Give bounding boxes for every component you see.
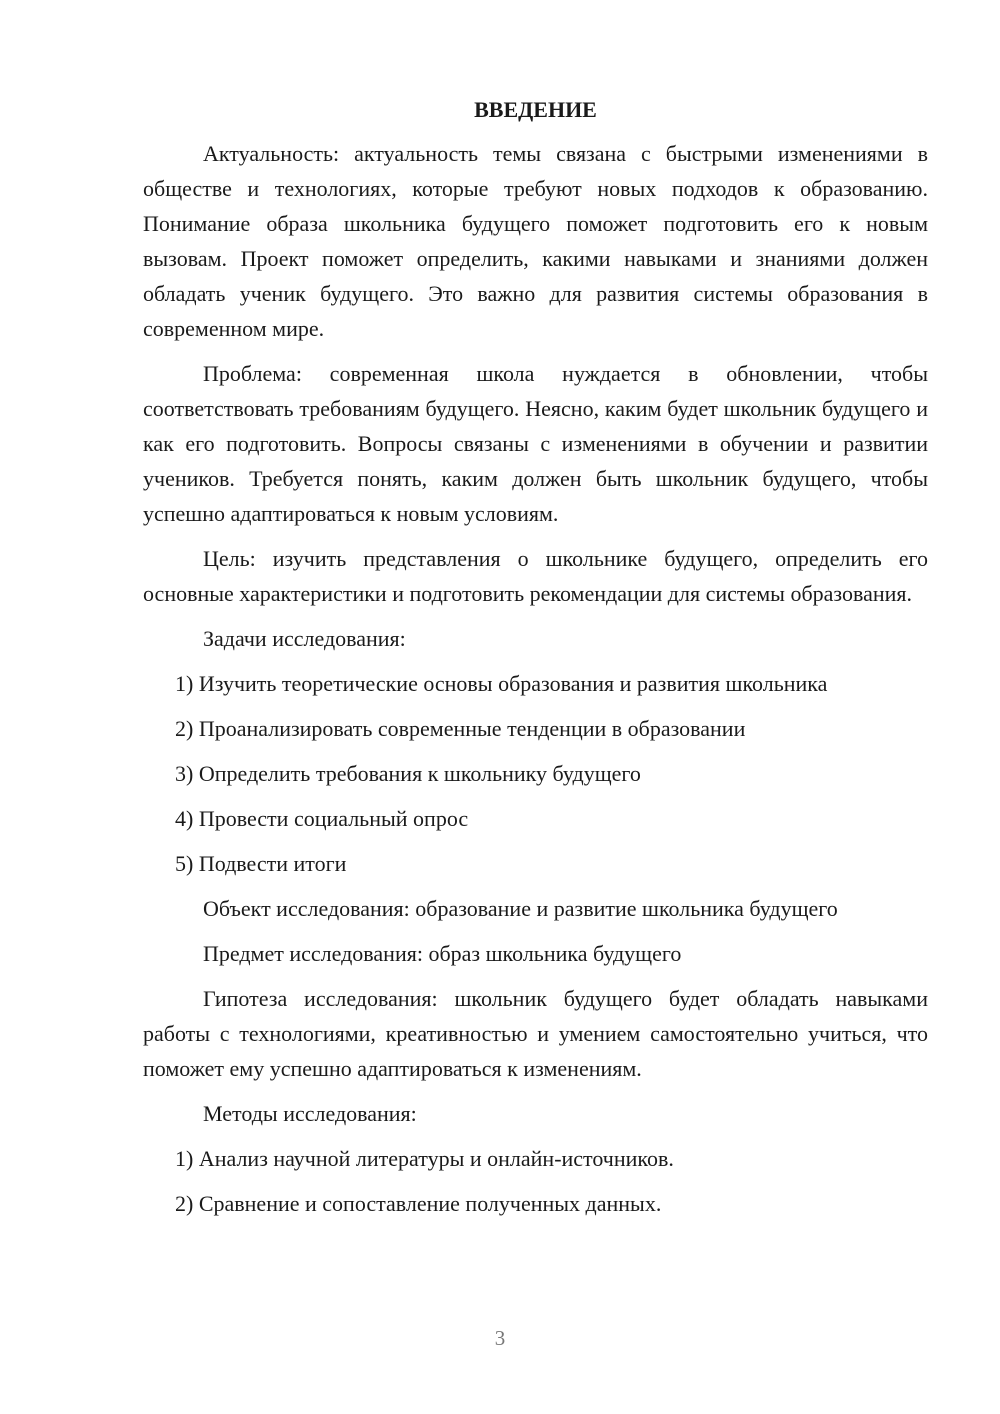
problem-paragraph: Проблема: современная школа нуждается в обновлении, чтобы соответствовать требованиям будущего. Неясно, каким будет школьник будущего и как его подготовить. Вопросы связаны с изменениями в обучении и развитии учеников. Требуется понять, каким должен быть школьник будущего, чтобы успешно адаптироваться к новым условиям.: [143, 361, 928, 526]
method-item-1: 1) Анализ научной литературы и онлайн-источников.: [175, 1146, 674, 1171]
document-page: [143, 92, 928, 1231]
hypothesis-paragraph: Гипотеза исследования: школьник будущего будет обладать навыками работы с технологиями, креативностью и умением самостоятельно учиться, что поможет ему успешно адаптироваться к изменениям.: [143, 986, 928, 1081]
method-item-2: 2) Сравнение и сопоставление полученных данных.: [175, 1191, 662, 1216]
tasks-list: [143, 666, 928, 881]
page-number: 3: [494, 1326, 506, 1350]
research-subject: Предмет исследования: образ школьника будущего: [203, 941, 682, 966]
methods-heading: Методы исследования:: [203, 1101, 417, 1126]
task-item-2: 2) Проанализировать современные тенденции в образовании: [175, 716, 746, 741]
methods-list: [143, 1141, 928, 1221]
goal-paragraph: Цель: изучить представления о школьнике будущего, определить его основные характеристики и подготовить рекомендации для системы образования.: [143, 546, 928, 606]
task-item-3: 3) Определить требования к школьнику будущего: [175, 761, 641, 786]
tasks-heading: Задачи исследования:: [203, 626, 406, 651]
task-item-1: 1) Изучить теоретические основы образования и развития школьника: [175, 671, 828, 696]
task-item-4: 4) Провести социальный опрос: [175, 806, 469, 831]
relevance-paragraph: Актуальность: актуальность темы связана с быстрыми изменениями в обществе и технологиях, которые требуют новых подходов к образованию. Понимание образа школьника будущего поможет подготовить его к новым вызовам. Проект поможет определить, какими навыками и знаниями должен обладать ученик будущего. Это важно для развития системы образования в современном мире.: [143, 141, 928, 341]
task-item-5: 5) Подвести итоги: [175, 851, 347, 876]
research-object: Объект исследования: образование и развитие школьника будущего: [203, 896, 838, 921]
section-title: ВВЕДЕНИЕ: [474, 97, 597, 122]
